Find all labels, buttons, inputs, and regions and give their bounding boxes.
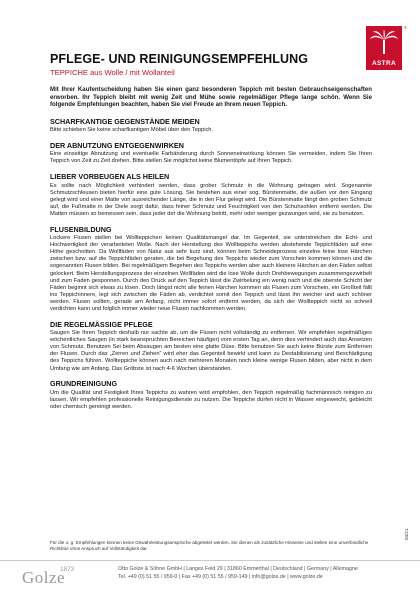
section-text: Um die Qualität und Festigkeit Ihres Teppichs zu wahren wird empfohlen, den Teppich regelmäßig fachmännisch reinigen zu lassen. Wir empfehlen professionelle Reinigungsdienste zu nutzen. Die Teppiche dürfen nicht in Wasser eingeweicht, gebleicht oder chemisch gereinigt werden. xyxy=(50,389,372,410)
section-heading: SCHARFKANTIGE GEGENSTÄNDE MEIDEN xyxy=(50,116,200,126)
section-deep-cleaning xyxy=(50,379,372,411)
document-number: 04/21 xyxy=(404,528,409,540)
document-body xyxy=(50,86,372,417)
section-heading: FLUSENBILDUNG xyxy=(50,224,112,234)
golze-logo-year: 1873 xyxy=(60,566,75,573)
section-text: Bitte schieben Sie keine scharfkantigen Möbel über den Teppich. xyxy=(50,127,214,134)
registered-mark: ® xyxy=(404,25,407,30)
section-wear xyxy=(50,141,372,166)
company-address: Otto Golze & Söhne GmbH | Langes Feld 29 | 31860 Emmerthal | Deutschland | Germany | Allemagne xyxy=(118,566,358,572)
disclaimer-footnote: Für die o. g. Empfehlungen können keine Gewährleistungsansprüche abgeleitet werden. Sie dienen als zusätzliche Hinweise und stellen eine unverbindliche Richtlinie ohne Anspruch auf Vollständigkeit dar. xyxy=(50,540,369,552)
intro-paragraph: Mit Ihrer Kaufentscheidung haben Sie einen ganz besonderen Teppich mit besten Gebrauchseigenschaften erworben. Ihr Teppich bleibt mit wenig Zeit und Mühe sowie regelmäßiger Pflege lange schön. Wenn Sie folgende Empfehlungen beachten, haben Sie viel Freude an Ihrem neuen Teppich. xyxy=(50,86,372,109)
page-title: PFLEGE- UND REINIGUNGSEMPFEHLUNG xyxy=(50,52,309,66)
palm-tree-icon xyxy=(366,26,402,60)
golze-logo: Golze xyxy=(22,568,66,587)
section-regular-care xyxy=(50,320,372,373)
section-text: Eine einseitige Abnutzung und eventuelle Farbänderung durch Sonneneinwirkung können Sie vermeiden, indem Sie Ihren Teppich von Zeit zu Zeit drehen. Bitte stellen Sie möglichst keine Blumentöpfe auf Ihren Teppich. xyxy=(50,151,372,165)
section-sharp-objects xyxy=(50,117,372,135)
section-heading: DER ABNUTZUNG ENTGEGENWIRKEN xyxy=(50,140,184,150)
brand-name: ASTRA xyxy=(372,60,396,67)
section-heading: GRUNDREINIGUNG xyxy=(50,379,118,389)
section-text: Lockere Flusen stellen bei Wollteppichen keinen Qualitätsmangel dar. Im Gegenteil, sie unterstreichen die Echt- und Hochwertigkeit der verarbeiteten Wolle. Nach der Herstellung des Wollteppichs werden abstehende Teppichfäden auf eine Höhe geschnitten. Da Wollfäden von Natur aus sehr kurz sind, können beim Schneideprozess einzelne feine lose Härchen zwischen bzw. auf die Teppichfäden geraten, die bei Begehung des Teppichs wieder zum Vorschein kommen können und die sogenannten Flusen bilden. Bei regelmäßigem Begehen des Teppichs werden aber auch kleinere Härchen an den Fäden selbst gelockert. Beim Herstellungsprozess der einzelnen Wollfäden wird die lose Wolle durch Drehbewegungen zusammengezwirbelt und zum Faden gesponnen. Durch den Druck auf den Teppich lässt die Zwirbelung ein wenig nach und die oberste Schicht der Fäden beginnt sich etwas zu lösen. Doch längst nicht alle feinen Härchen kommen als Flusen zum Vorschein, ein Großteil fällt ins Teppichinnere, legt sich zwischen die Fäden ab, verdichtet somit den Teppich und lässt ihn weicher und auch schöner werden. Flusen sollten, gerade am Anfang, nicht immer sofort entfernt werden, da sich der Wollteppich nicht so schnell verdichten kann und folglich immer wieder neue Flusen nachkommen werden. xyxy=(50,235,372,312)
page-subtitle: TEPPICHE aus Wolle / mit Wollanteil xyxy=(50,68,175,77)
section-text: Saugen Sie Ihren Teppich deshalb nur sachte ab, um die Flusen nicht vollständig zu entfernen. Wir empfehlen regelmäßiges wöchentliches Saugen (in stark beanspruchten Bereichen häufiger) vom ersten Tag an, denn dies verhindert auch das Ansetzen von Schmutz. Benutzen Sei beim Absaugen am besten eine glatte Düse. Bitte benutzen Sie auch keine Bürste zum Entfernen der Flusen. Durch das „Zerren und Ziehen“ wird eher das Gegenteil bewirkt und kann zu Destabilisierung und Beschädigung des Teppichs führen. Wollteppiche können auch nach mehreren Monaten noch kleine wenige Flusen bilden, aber nicht in dem Umfang wie am Anfang. Das Gröbste ist nach 4-6 Wochen überstanden. xyxy=(50,330,372,372)
section-heading: DIE REGELMÄSSIGE PFLEGE xyxy=(50,319,153,329)
company-contact: Tel. +49 (0) 51 55 / 959-0 | Fax +49 (0) 51 55 / 959-149 | info@golze.de | www.golze.de xyxy=(118,573,323,580)
section-text: Es sollte nach Möglichkeit verhindert werden, dass grober Schmutz in die Wohnung getragen wird. Sogenannte Schmutzschleusen bieten hierfür eine gute Lösung. Sie bestehen aus einer sog. Bürstenmatte, die außen vor den Eingang gelegt wird und einer Matte von ausreichender Länge, die in den Flur gelegt wird. Die Bürstenmatte fängt den groben Schmutz auf, die Fußmatte in der Diele sorgt dafür, dass feiner Schmutz und Feuchtigkeit von den Schuhsohlen entfernt werden. Die Matten müssen so bemessen sein, dass jeder der die Wohnung betritt, mehr oder weniger gezwungen wird, sie zu benutzen. xyxy=(50,182,372,217)
section-prevention xyxy=(50,172,372,218)
section-fluff xyxy=(50,225,372,314)
company-info xyxy=(118,566,408,581)
astra-logo xyxy=(366,25,407,70)
footer-divider xyxy=(0,560,420,561)
section-heading: LIEBER VORBEUGEN ALS HEILEN xyxy=(50,172,170,182)
